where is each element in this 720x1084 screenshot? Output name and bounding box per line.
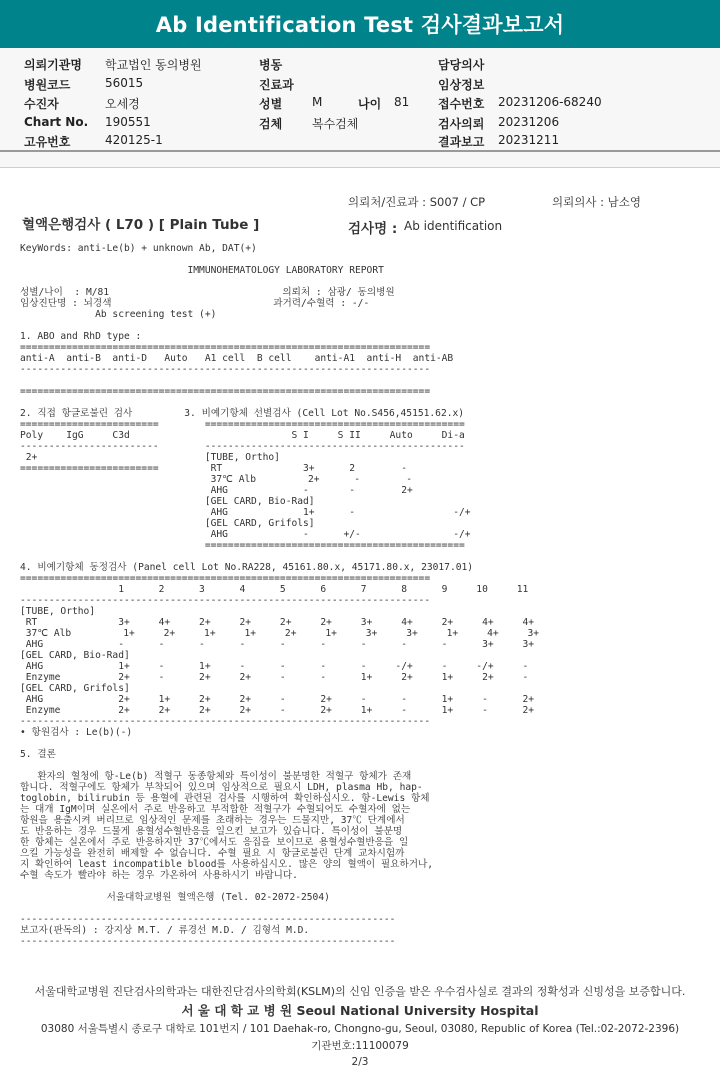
report-line: [TUBE, Ortho] (20, 606, 96, 617)
report-line (20, 320, 539, 331)
report-line: ------------------------ --------------------------------------------- (20, 441, 465, 452)
ward-label: 병동 (259, 58, 283, 72)
report-line: 항원을 용출시켜 버리므로 임상적인 문제를 초래하는 경우는 드물지만, 37℃ 단계에서 (20, 815, 405, 826)
report-line: [GEL CARD, Grifols] (20, 518, 315, 529)
patient-label: 수진자 (24, 97, 59, 111)
report-date-value: 20231211 (498, 133, 560, 147)
test-section-title: 혈액은행검사 ( L70 ) [ Plain Tube ] (22, 217, 260, 233)
institution-label: 의뢰기관명 (24, 58, 82, 72)
page-number: 2/3 (351, 1056, 369, 1068)
request-date-label: 검사의뢰 (438, 117, 485, 131)
report-line: 지 확인하여 least incompatible blood를 사용하십시오. 많은 양의 혈액이 필요하거나, (20, 859, 434, 870)
report-line: 도 반응하는 경우 드물게 용혈성수혈반응을 일으킨 보고가 있습니다. 특이성이 불분명 (20, 826, 403, 837)
report-line: 성별/나이 : M/81 의뢰처 : 삼광/ 동의병원 (20, 287, 395, 298)
institution-number: 기관번호:11100079 (311, 1040, 409, 1052)
report-line: [GEL CARD, Bio-Rad] (20, 496, 315, 507)
report-paper (0, 167, 720, 1084)
age-value: 81 (394, 95, 410, 109)
report-line: 5. 결론 (20, 749, 56, 760)
header-divider (0, 150, 720, 152)
age-label: 나이 (358, 97, 382, 111)
report-line: [GEL CARD, Bio-Rad] (20, 650, 130, 661)
report-line: 한 항체는 실온에서 주로 반응하지만 37℃에서도 응집을 보이므로 용혈성수혈반응을 일 (20, 837, 409, 848)
report-line: ======================== RT 3+ 2 - (20, 463, 407, 474)
hospital-address: 03080 서울특별시 종로구 대학로 101번지 / 101 Daehak-ro, Chongno-gu, Seoul, 03080, Republic of Korea (Tel.:02-2072-2396) (40, 1023, 680, 1035)
test-name-label: 검사명 : (348, 221, 398, 237)
report-line: • 항원검사 : Le(b)(-) (20, 727, 133, 738)
report-line: AHG - - - - - - - - - 3+ 3+ (20, 639, 535, 650)
report-line: AHG 1+ - -/+ (20, 507, 471, 518)
report-line: [GEL CARD, Grifols] (20, 683, 130, 694)
report-line (20, 397, 539, 408)
specimen-value: 복수검체 (312, 117, 359, 131)
report-line: AHG 1+ - 1+ - - - - -/+ - -/+ - (20, 661, 529, 672)
report-line: Ab screening test (+) (20, 309, 217, 320)
report-line: 으킬 가능성을 완전히 배제할 수 없습니다. 수혈 필요 시 항글로불린 단계 교차시험까 (20, 848, 405, 859)
receipt-no-value: 20231206-68240 (498, 95, 602, 109)
institution-value: 학교법인 동의병원 (105, 58, 202, 72)
report-line: 수혈 속도가 빨라야 하는 경우 가온하여 사용하시기 바랍니다. (20, 870, 298, 881)
report-title-banner (0, 0, 720, 48)
report-line: AHG - +/- -/+ (20, 529, 471, 540)
report-line: 37℃ Alb 1+ 2+ 1+ 1+ 2+ 1+ 3+ 3+ 1+ 4+ 3+ (20, 628, 540, 639)
report-line: ----------------------------------------------------------------- (20, 914, 396, 925)
report-line: anti-A anti-B anti-D Auto A1 cell B cell anti-A1 anti-H anti-AB (20, 353, 454, 364)
unique-no-value: 420125-1 (105, 133, 163, 147)
report-body (20, 243, 539, 947)
report-line: 는 대개 IgM이며 실온에서 주로 반응하고 부적합한 적혈구가 수혈되어도 수혈자에 없는 (20, 804, 411, 815)
report-line: 4. 비예기항체 동정검사 (Panel cell Lot No.RA228, 45161.80.x, 45171.80.x, 23017.01) (20, 562, 474, 573)
receipt-no-label: 접수번호 (438, 97, 485, 111)
report-line: ----------------------------------------------------------------- (20, 936, 396, 947)
doctor-label: 담당의사 (438, 58, 485, 72)
request-date-value: 20231206 (498, 115, 560, 129)
report-line: Poly IgG C3d S I S II Auto Di-a (20, 430, 465, 441)
report-line: 보고자(판독의) : 강지상 M.T. / 류경선 M.D. / 김형석 M.D. (20, 925, 310, 936)
report-line: toglobin, bilirubin 등 용혈에 관련된 검사를 시행하여 확인하십시오. 항-Lewis 항체 (20, 793, 430, 804)
report-line: ============================================= (20, 540, 465, 551)
report-line: 2. 직접 항글로불린 검사 3. 비예기항체 선별검사 (Cell Lot No.S456,45151.62.x) (20, 408, 465, 419)
specimen-label: 검체 (259, 117, 283, 131)
report-line (20, 738, 539, 749)
chart-no-label: Chart No. (24, 115, 89, 129)
report-line: 임상진단명 : 뇌경색 과거력/수혈력 : -/- (20, 298, 370, 309)
report-line: ======================================================================= (20, 342, 431, 353)
report-line (20, 551, 539, 562)
report-line: KeyWords: anti-Le(b) + unknown Ab, DAT(+) (20, 243, 257, 254)
report-line: AHG 2+ 1+ 2+ 2+ - 2+ - - 1+ - 2+ (20, 694, 535, 705)
patient-value: 오세경 (105, 97, 140, 111)
report-line: ======================== ============================================= (20, 419, 465, 430)
report-line (20, 276, 539, 287)
report-line: 1 2 3 4 5 6 7 8 9 10 11 (20, 584, 529, 595)
report-line (20, 881, 539, 892)
report-line: IMMUNOHEMATOLOGY LABORATORY REPORT (20, 265, 384, 276)
report-header (0, 52, 720, 150)
hospital-code-label: 병원코드 (24, 78, 71, 92)
report-line: 환자의 혈청에 항-Le(b) 적혈구 동종항체와 특이성이 불분명한 적혈구 항체가 존재 (20, 771, 412, 782)
report-line: Enzyme 2+ - 2+ 2+ - - 1+ 2+ 1+ 2+ - (20, 672, 529, 683)
sex-value: M (312, 95, 323, 109)
report-line: ----------------------------------------------------------------------- (20, 364, 431, 375)
report-title: Ab Identification Test 검사결과보고서 (155, 13, 565, 37)
hospital-name: 서 울 대 학 교 병 원 Seoul National University Hospital (181, 1003, 539, 1018)
report-line: ----------------------------------------------------------------------- (20, 716, 431, 727)
dept-label: 진료과 (259, 78, 294, 92)
report-line: 37℃ Alb 2+ - - (20, 474, 412, 485)
report-date-label: 결과보고 (438, 135, 485, 149)
chart-no-value: 190551 (105, 115, 151, 129)
hospital-code-value: 56015 (105, 76, 144, 90)
report-line: 1. ABO and RhD type : (20, 331, 142, 342)
sex-label: 성별 (259, 97, 283, 111)
report-line: 서울대학교병원 혈액은행 (Tel. 02-2072-2504) (20, 892, 330, 903)
report-line: ======================================================================= (20, 386, 431, 397)
report-line: ======================================================================= (20, 573, 431, 584)
unique-no-label: 고유번호 (24, 135, 71, 149)
certification-note: 서울대학교병원 진단검사의학과는 대한진단검사의학회(KSLM)의 신임 인증을 받은 우수검사실로 결과의 정확성과 신빙성을 보증합니다. (34, 985, 686, 998)
referral-info: 의뢰처/진료과 : S007 / CP (348, 195, 486, 209)
report-line: Enzyme 2+ 2+ 2+ 2+ - 2+ 1+ - 1+ - 2+ (20, 705, 535, 716)
report-line: 합니다. 적혈구에도 항체가 부착되어 있으며 임상적으로 필요시 LDH, plasma Hb, hap- (20, 782, 423, 793)
report-line: AHG - - 2+ (20, 485, 413, 496)
report-line: 2+ [TUBE, Ortho] (20, 452, 280, 463)
report-line (20, 760, 539, 771)
clinical-info-label: 임상정보 (438, 78, 485, 92)
referring-doctor: 의뢰의사 : 남소영 (552, 195, 641, 209)
report-line (20, 375, 539, 386)
report-line: ----------------------------------------------------------------------- (20, 595, 431, 606)
test-name-value: Ab identification (404, 219, 503, 233)
report-line: RT 3+ 4+ 2+ 2+ 2+ 2+ 3+ 4+ 2+ 4+ 4+ (20, 617, 535, 628)
report-line (20, 254, 539, 265)
report-line (20, 903, 539, 914)
